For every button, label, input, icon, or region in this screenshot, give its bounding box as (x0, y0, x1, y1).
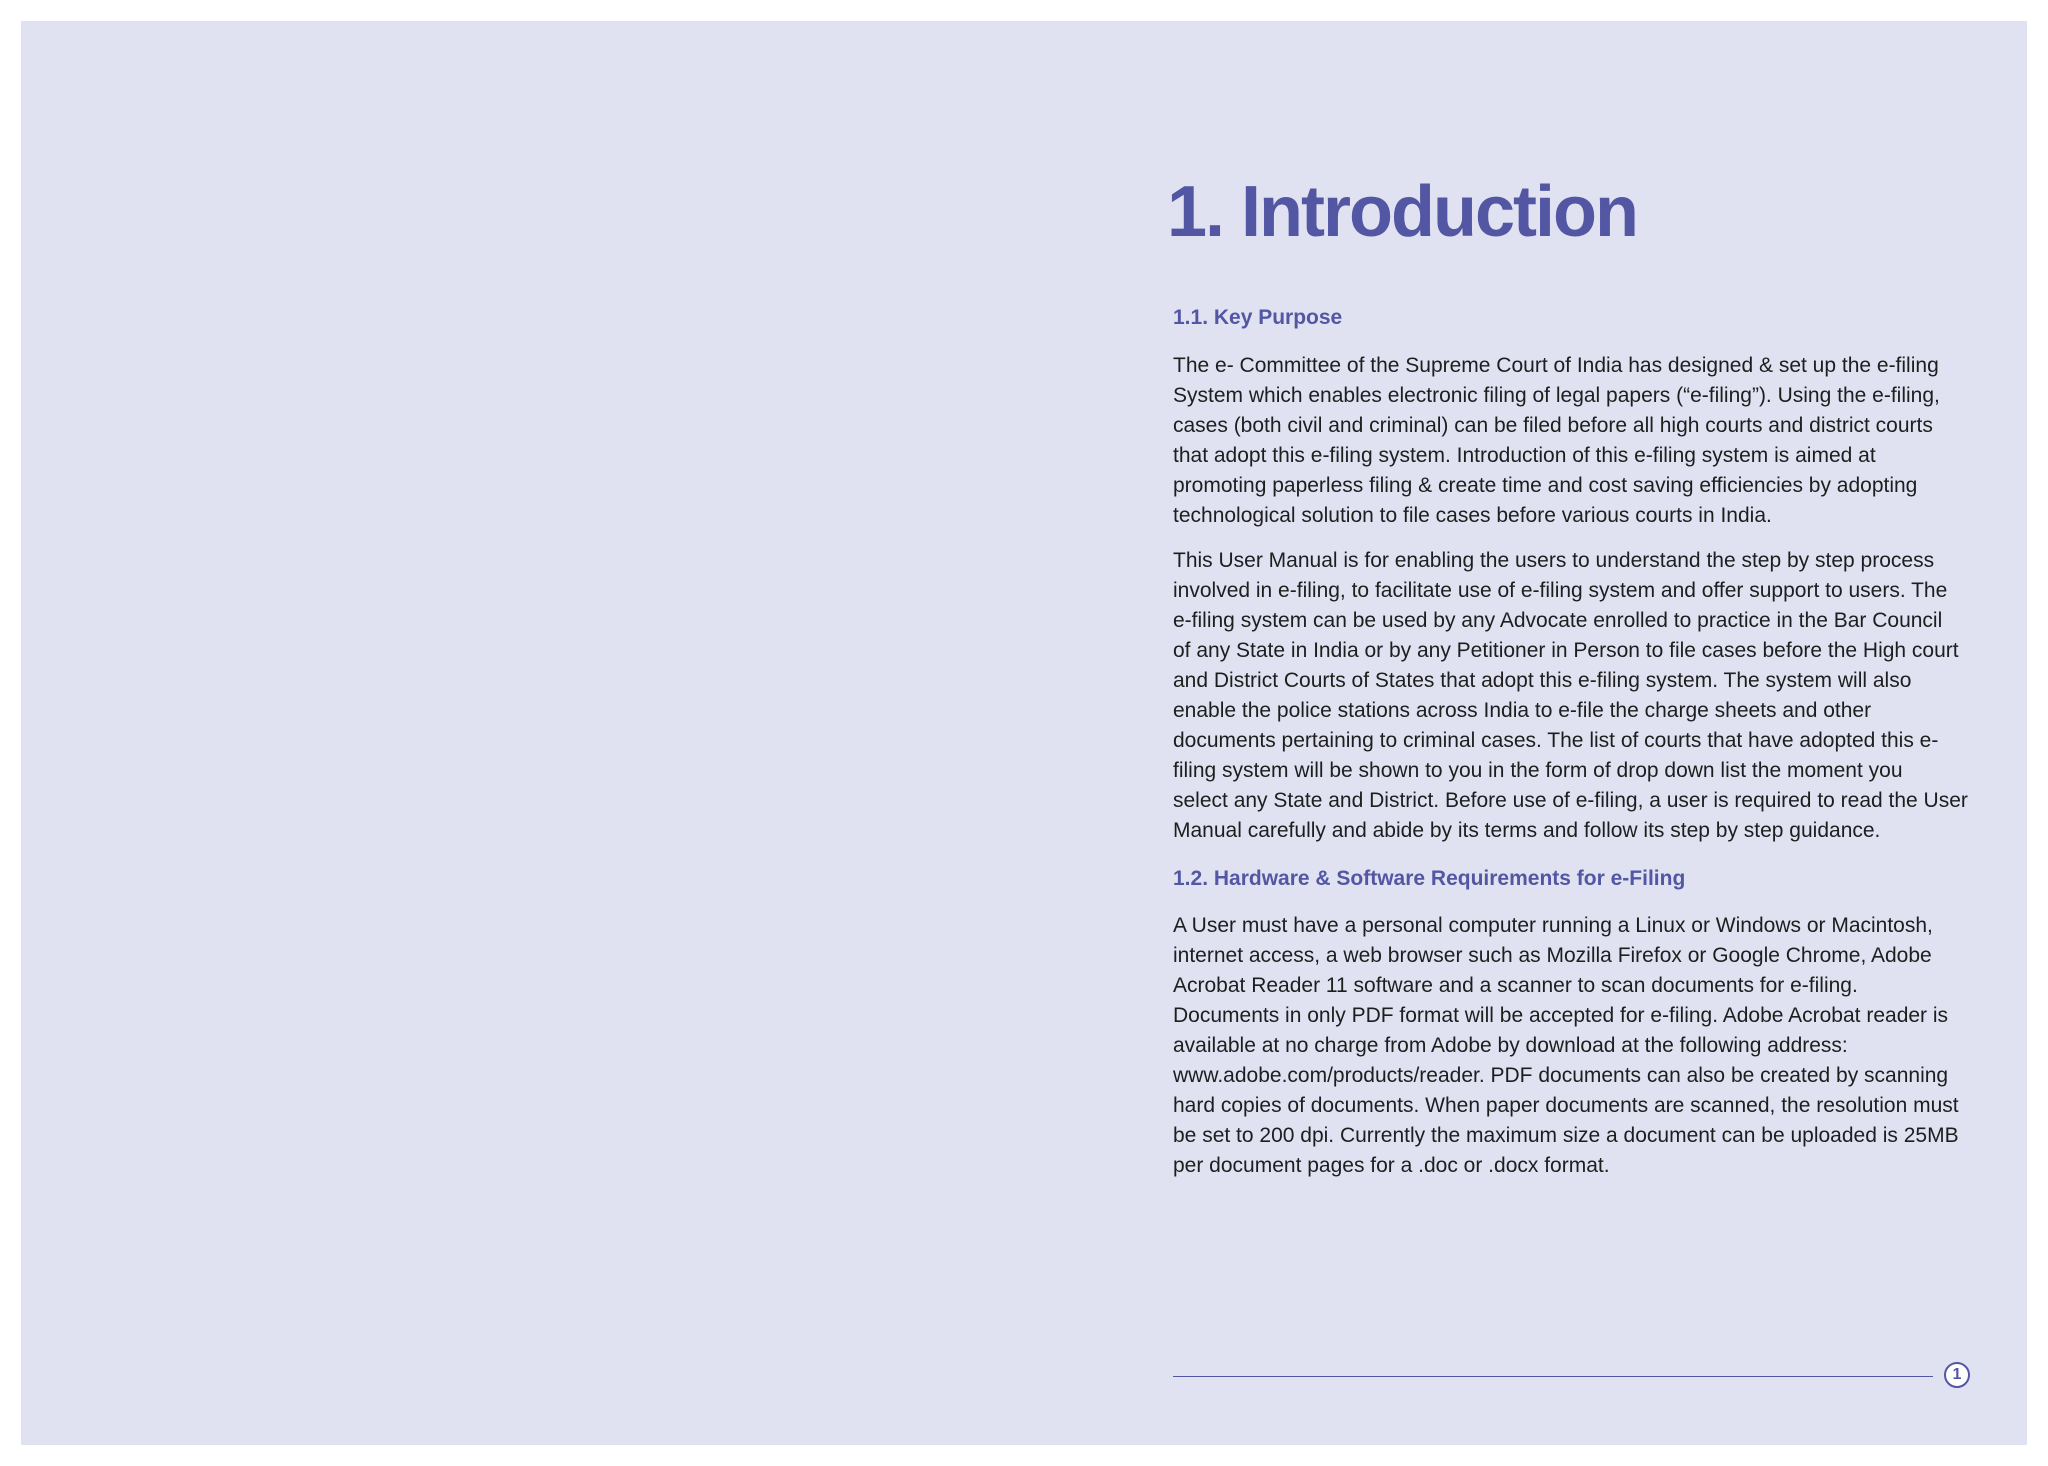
chapter-title: 1. Introduction (1167, 172, 1637, 252)
text-line: hard copies of documents. When paper documents are scanned, the resolution must (1173, 1094, 1959, 1117)
text-line: and District Courts of States that adopt this e-filing system. The system will also (1173, 669, 1912, 692)
document-spread (21, 21, 2027, 1445)
text-line: that adopt this e-filing system. Introduction of this e-filing system is aimed at (1173, 444, 1876, 467)
paragraph-key-purpose-1 (1173, 351, 1973, 531)
text-line: available at no charge from Adobe by download at the following address: (1173, 1034, 1848, 1057)
right-page (1151, 21, 1973, 1445)
text-line: per document pages for a .doc or .docx format. (1173, 1154, 1610, 1177)
paragraph-hardware-software (1173, 911, 1973, 1181)
page-number-badge: 1 (1944, 1362, 1970, 1388)
text-line: select any State and District. Before use of e-filing, a user is required to read the User (1173, 789, 1968, 812)
text-line: cases (both civil and criminal) can be filed before all high courts and district courts (1173, 414, 1933, 437)
text-line: www.adobe.com/products/reader. PDF documents can also be created by scanning (1173, 1064, 1949, 1087)
text-line: filing system will be shown to you in the form of drop down list the moment you (1173, 759, 1903, 782)
text-line: be set to 200 dpi. Currently the maximum size a document can be uploaded is 25MB (1173, 1124, 1959, 1147)
text-line: Documents in only PDF format will be accepted for e-filing. Adobe Acrobat reader is (1173, 1004, 1949, 1027)
section-heading-hardware-software: 1.2. Hardware & Software Requirements for e-Filing (1173, 867, 1686, 890)
text-line: involved in e-filing, to facilitate use of e-filing system and offer support to users. The (1173, 579, 1948, 602)
text-line: internet access, a web browser such as Mozilla Firefox or Google Chrome, Adobe (1173, 944, 1932, 967)
text-line: e-filing system can be used by any Advocate enrolled to practice in the Bar Council (1173, 609, 1943, 632)
text-line: Acrobat Reader 11 software and a scanner to scan documents for e-filing. (1173, 974, 1858, 997)
text-line: technological solution to file cases before various courts in India. (1173, 504, 1772, 527)
text-line: System which enables electronic filing of legal papers (“e-filing”). Using the e-filing, (1173, 384, 1940, 407)
text-line: A User must have a personal computer running a Linux or Windows or Macintosh, (1173, 914, 1933, 937)
text-line: The e- Committee of the Supreme Court of India has designed & set up the e-filing (1173, 354, 1939, 377)
text-line: promoting paperless filing & create time and cost saving efficiencies by adopting (1173, 474, 1918, 497)
paragraph-key-purpose-2 (1173, 546, 1973, 846)
section-heading-key-purpose: 1.1. Key Purpose (1173, 306, 1343, 329)
text-line: of any State in India or by any Petitioner in Person to file cases before the High court (1173, 639, 1959, 662)
text-line: Manual carefully and abide by its terms and follow its step by step guidance. (1173, 819, 1881, 842)
text-line: documents pertaining to criminal cases. The list of courts that have adopted this e- (1173, 729, 1939, 752)
footer-rule (1173, 1376, 1933, 1377)
text-line: enable the police stations across India to e-file the charge sheets and other (1173, 699, 1872, 722)
text-line: This User Manual is for enabling the users to understand the step by step process (1173, 549, 1935, 572)
